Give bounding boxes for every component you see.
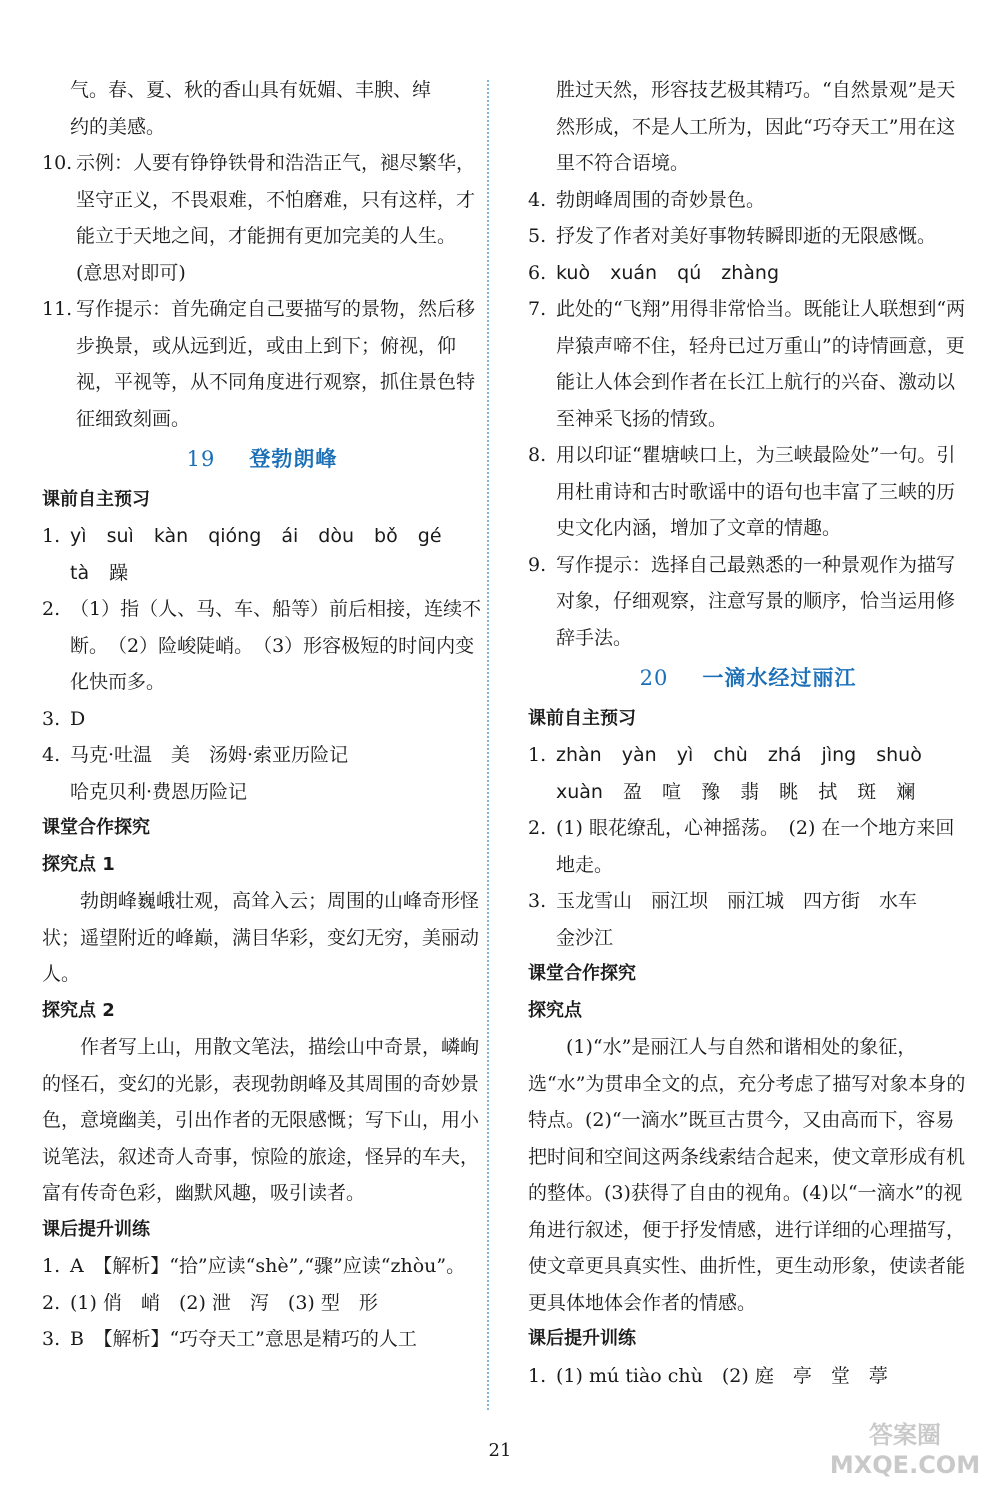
- left-column: [42, 72, 482, 1358]
- answer-item-7: 7. 此处的“飞翔”用得非常恰当。既能让人联想到“两岸猿声啼不住，轻舟已过万重山”的诗情画意，更能让人体会到作者在长江上航行的兴奋、激动以至神采飞扬的情致。: [528, 298, 966, 430]
- continued-text: 胜过天然，形容技艺极其精巧。“自然景观”是天然形成，不是人工所为，因此“巧夺天工”用在这里不符合语境。: [556, 79, 956, 174]
- section-title-20: 20 一滴水经过丽江: [639, 666, 857, 690]
- answer-item-1: 1. yì suì kàn qióng ái dòu bǒ gé tà 躁: [42, 525, 442, 584]
- answer-item-2: 2. （1）指（人、马、车、船等）前后相接，连续不断。 （2）险峻陡峭。 （3）形容极短的时间内变化快而多。: [42, 598, 482, 693]
- answer-item-3: 3. D: [42, 707, 86, 730]
- continued-text: 气。春、夏、秋的香山具有妩媚、丰腴、绰 约的美感。: [70, 79, 432, 138]
- answer-item-9: 9. 写作提示：选择自己最熟悉的一种景观作为描写对象，仔细观察，注意写景的顺序，恰当运用修辞手法。: [528, 553, 956, 649]
- heading-coop: 课堂合作探究: [528, 963, 636, 984]
- answer-item-10: 10. 示例：人要有铮铮铁骨和浩浩正气，褪尽繁华，坚守正义，不畏艰难，不怕磨难，只有这样，才能立于天地之间，才能拥有更加完美的人生。(意思对即可): [42, 152, 476, 284]
- after-item-1: 1. A 【解析】“拾”应读“shè”,“骤”应读“zhòu”。: [42, 1255, 466, 1277]
- point-2-text: 作者写上山，用散文笔法，描绘山中奇景，嶙峋的怪石，变幻的光影，表现勃朗峰及其周围的奇妙景色，意境幽美，引出作者的无限感慨；写下山，用小说笔法，叙述奇人奇事，惊险的旅途，怪异的车夫，富有传奇色彩，幽默风趣，吸引读者。: [42, 1036, 480, 1204]
- answer-item-8: 8. 用以印证“瞿塘峡口上，为三峡最险处”一句。引用杜甫诗和古时歌谣中的语句也丰富了三峡的历史文化内涵，增加了文章的情趣。: [528, 444, 956, 539]
- point-1-text: 勃朗峰巍峨壮观，高耸入云；周围的山峰奇形怪状；遥望附近的峰巅，满目华彩，变幻无穷，美丽动人。: [42, 890, 480, 985]
- answer-item-4: 4. 勃朗峰周围的奇妙景色。: [528, 188, 766, 211]
- right-column: [528, 72, 968, 1394]
- point-text: (1)“水”是丽江人与自然和谐相处的象征，选“水”为贯串全文的点，充分考虑了描写对象本身的特点。(2)“一滴水”既亘古贯今，又由高而下，容易把时间和空间这两条线索结合起来，使文章形成有机的整体。(3)获得了自由的视角。(4)以“一滴水”的视角进行叙述，便于抒发情感，进行详细的心理描写，使文章更具真实性、曲折性，更生动形象，使读者能更具体地体会作者的情感。: [528, 1036, 966, 1314]
- after-item-1: 1. (1) mú tiào chù (2) 庭 亭 堂 葶: [528, 1364, 888, 1387]
- heading-point: 探究点: [528, 999, 582, 1021]
- answer-item-3: 3. 玉龙雪山 丽江坝 丽江城 四方街 水车 金沙江: [528, 890, 918, 949]
- heading-preview: 课前自主预习: [42, 488, 150, 510]
- watermark-logo: 答案圈 MXQE.COM: [829, 1421, 981, 1479]
- heading-point-1: 探究点 1: [42, 853, 115, 875]
- answer-item-2: 2. (1) 眼花缭乱，心神摇荡。 (2) 在一个地方来回地走。: [528, 817, 955, 876]
- heading-after: 课后提升训练: [528, 1328, 636, 1349]
- page-number: 21: [488, 1440, 512, 1461]
- heading-preview: 课前自主预习: [528, 707, 636, 729]
- answer-item-6: 6. kuò xuán qú zhàng: [528, 261, 780, 284]
- heading-after: 课后提升训练: [42, 1218, 150, 1240]
- column-divider: [487, 80, 489, 1410]
- heading-coop: 课堂合作探究: [42, 817, 150, 838]
- answer-item-11: 11. 写作提示：首先确定自己要描写的景物，然后移步换景，或从远到近，或由上到下；俯视，仰视，平视等，从不同角度进行观察，抓住景色特征细致刻画。: [42, 298, 476, 430]
- heading-point-2: 探究点 2: [42, 999, 115, 1021]
- answer-item-4: 4. 马克·吐温 美 汤姆·索亚历险记 哈克贝利·费恩历险记: [42, 744, 349, 803]
- answer-item-1: 1. zhàn yàn yì chù zhá jìng shuò xuàn 盈 喧 豫 翡 眺 拭 斑 斓: [528, 744, 922, 803]
- after-item-2: 2. (1) 俏 峭 (2) 泄 泻 (3) 型 形: [42, 1291, 378, 1314]
- answer-item-5: 5. 抒发了作者对美好事物转瞬即逝的无限感慨。: [528, 225, 937, 247]
- after-item-3: 3. B 【解析】“巧夺天工”意思是精巧的人工: [42, 1328, 417, 1350]
- section-title-19: 19 登勃朗峰: [186, 447, 338, 471]
